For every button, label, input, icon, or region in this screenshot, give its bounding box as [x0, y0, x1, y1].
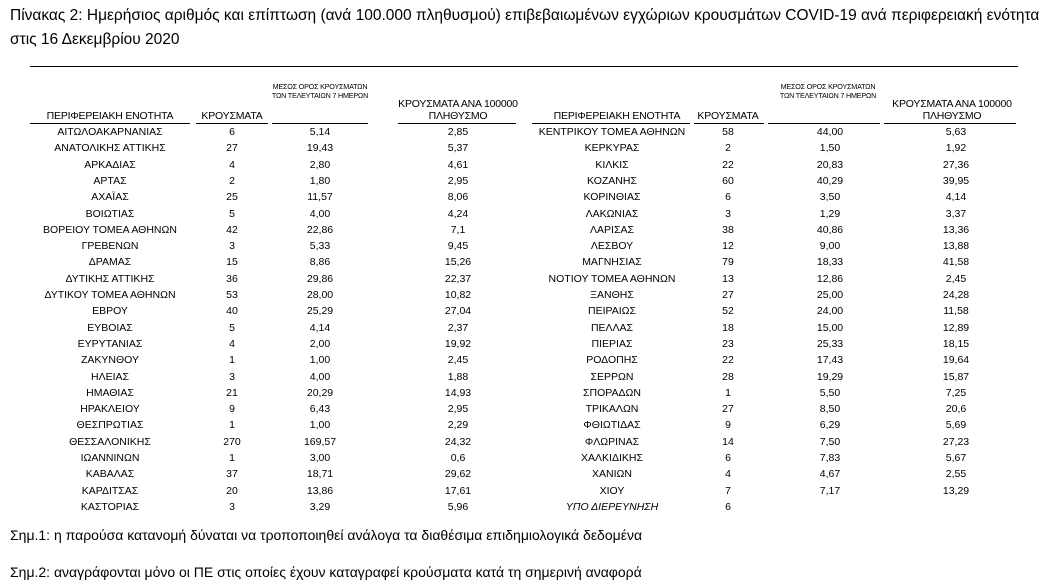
right-cell-cases: 22: [722, 354, 734, 367]
right-cell-cases: 4: [725, 468, 731, 481]
right-cell-region: ΤΡΙΚΑΛΩΝ: [585, 403, 639, 416]
right-cell-avg: 1,50: [819, 142, 841, 155]
left-cell-region: ΓΡΕΒΕΝΩΝ: [81, 240, 139, 253]
right-cell-region: ΦΛΩΡΙΝΑΣ: [584, 435, 640, 448]
header-region-left: ΠΕΡΙΦΕΡΕΙΑΚΗ ΕΝΟΤΗΤΑ: [46, 110, 174, 122]
left-cell-per100k: 8,06: [447, 191, 469, 204]
left-cell-per100k: 5,96: [447, 500, 469, 513]
left-cell-avg: 1,80: [309, 174, 331, 187]
left-cell-avg: 19,43: [306, 142, 334, 155]
left-cell-avg: 22,86: [306, 223, 334, 236]
left-cell-avg: 28,00: [306, 289, 334, 301]
left-cell-per100k: 2,37: [447, 321, 469, 334]
left-cell-cases: 25: [226, 191, 238, 204]
left-cell-cases: 1: [229, 452, 235, 464]
left-cell-avg: 25,29: [306, 305, 334, 318]
right-cell-per100k: 12,89: [942, 321, 970, 334]
left-cell-per100k: 17,61: [444, 484, 472, 497]
right-cell-region: ΝΟΤΙΟΥ ΤΟΜΕΑ ΑΘΗΝΩΝ: [548, 272, 676, 285]
left-cell-avg: 1,00: [309, 354, 331, 367]
right-cell-region: ΚΕΝΤΡΙΚΟΥ ΤΟΜΕΑ ΑΘΗΝΩΝ: [538, 126, 686, 138]
right-cell-cases: 52: [722, 305, 734, 318]
table-row: [0, 287, 1045, 303]
right-cell-per100k: 5,63: [945, 126, 967, 138]
right-cell-per100k: 27,23: [942, 435, 970, 448]
left-cell-avg: 2,80: [309, 158, 331, 171]
left-cell-cases: 2: [229, 174, 235, 187]
left-cell-per100k: 10,82: [444, 289, 472, 301]
right-cell-region: ΦΘΙΩΤΙΔΑΣ: [583, 419, 641, 432]
right-cell-per100k: 27,36: [942, 158, 970, 171]
left-cell-region: ΑΝΑΤΟΛΙΚΗΣ ΑΤΤΙΚΗΣ: [54, 142, 166, 155]
left-cell-avg: 13,86: [306, 484, 334, 497]
right-cell-avg: 4,67: [819, 468, 841, 481]
table-row: [0, 173, 1045, 189]
right-cell-per100k: 20,6: [945, 403, 967, 416]
right-cell-avg: 20,83: [816, 158, 844, 171]
right-cell-per100k: 15,87: [942, 370, 970, 383]
right-cell-avg: 25,33: [816, 337, 844, 350]
right-cell-avg: 5,50: [819, 386, 841, 399]
right-cell-avg: 44,00: [816, 126, 844, 138]
left-cell-per100k: 19,92: [444, 337, 472, 350]
left-cell-cases: 4: [229, 337, 235, 350]
table-row: [0, 157, 1045, 173]
right-cell-per100k: 39,95: [942, 174, 970, 187]
left-cell-per100k: 2,45: [447, 354, 469, 367]
left-cell-per100k: 22,37: [444, 272, 472, 285]
right-cell-avg: 25,00: [816, 289, 844, 301]
left-cell-cases: 3: [229, 240, 235, 253]
right-cell-per100k: 5,67: [945, 452, 967, 464]
table-row: [0, 189, 1045, 205]
left-cell-per100k: 7,1: [450, 223, 466, 236]
right-cell-per100k: 2,55: [945, 468, 967, 481]
left-cell-avg: 4,00: [309, 370, 331, 383]
right-cell-region: ΞΑΝΘΗΣ: [590, 289, 634, 301]
right-cell-avg: 8,50: [819, 403, 841, 416]
right-cell-per100k: 13,36: [942, 223, 970, 236]
left-cell-avg: 1,00: [309, 419, 331, 432]
right-cell-cases: 7: [725, 484, 731, 497]
left-cell-per100k: 14,93: [444, 386, 472, 399]
left-cell-cases: 270: [223, 435, 241, 448]
table-row: [0, 369, 1045, 385]
left-cell-avg: 18,71: [306, 468, 334, 481]
header-per100k-right: ΚΡΟΥΣΜΑΤΑ ΑΝΑ 100000 ΠΛΗΘΥΣΜΟ: [892, 98, 1012, 122]
left-cell-cases: 5: [229, 207, 235, 220]
right-cell-region: ΡΟΔΟΠΗΣ: [586, 354, 638, 367]
right-cell-cases: 58: [722, 126, 734, 138]
header-avg-left: ΜΕΣΟΣ ΟΡΟΣ ΚΡΟΥΣΜΑΤΩΝ ΤΩΝ ΤΕΛΕΥΤΑΙΩΝ 7 ΗΜΕΡΩΝ: [271, 82, 369, 100]
left-cell-region: ΗΜΑΘΙΑΣ: [86, 386, 134, 399]
left-cell-region: ΕΒΡΟΥ: [92, 305, 128, 318]
left-cell-region: ΔΡΑΜΑΣ: [88, 256, 132, 269]
left-cell-cases: 3: [229, 370, 235, 383]
right-cell-cases: 12: [722, 240, 734, 253]
left-cell-region: ΙΩΑΝΝΙΝΩΝ: [80, 452, 140, 464]
left-cell-region: ΘΕΣΠΡΩΤΙΑΣ: [76, 419, 144, 432]
left-cell-cases: 9: [229, 403, 235, 416]
table-row: [0, 303, 1045, 319]
table-row: [0, 336, 1045, 352]
left-cell-per100k: 2,29: [447, 419, 469, 432]
table-row: [0, 271, 1045, 287]
top-rule: [30, 66, 1018, 67]
right-cell-avg: 9,00: [819, 240, 841, 253]
left-cell-cases: 1: [229, 354, 235, 367]
right-cell-cases: 14: [722, 435, 734, 448]
table-row: [0, 222, 1045, 238]
left-cell-cases: 1: [229, 419, 235, 432]
right-cell-cases: 9: [725, 419, 731, 432]
note-2: Σημ.2: αναγράφονται μόνο οι ΠΕ στις οποίες έχουν καταγραφεί κρούσματα κατά τη σημερινή αναφορά: [10, 564, 642, 580]
right-cell-cases: 3: [725, 207, 731, 220]
left-cell-avg: 3,00: [309, 452, 331, 464]
right-cell-cases: 6: [725, 500, 731, 513]
right-cell-avg: 3,50: [819, 191, 841, 204]
right-cell-cases: 28: [722, 370, 734, 383]
left-cell-cases: 6: [229, 126, 235, 138]
right-cell-region: ΧΑΝΙΩΝ: [592, 468, 632, 481]
left-cell-cases: 27: [226, 142, 238, 155]
right-cell-avg: 6,29: [819, 419, 841, 432]
left-cell-region: ΕΥΡΥΤΑΝΙΑΣ: [77, 337, 143, 350]
right-cell-avg: 18,33: [816, 256, 844, 269]
right-cell-region: ΣΠΟΡΑΔΩΝ: [583, 386, 641, 399]
left-cell-avg: 8,86: [309, 256, 331, 269]
left-cell-avg: 4,00: [309, 207, 331, 220]
left-cell-region: ΒΟΙΩΤΙΑΣ: [85, 207, 135, 220]
right-cell-avg: 40,29: [816, 174, 844, 187]
left-cell-per100k: 5,37: [447, 142, 469, 155]
left-cell-per100k: 9,45: [447, 240, 469, 253]
left-cell-region: ΘΕΣΣΑΛΟΝΙΚΗΣ: [69, 435, 151, 448]
table-row: [0, 254, 1045, 270]
left-cell-cases: 42: [226, 223, 238, 236]
right-cell-cases: 27: [722, 289, 734, 301]
table-row: [0, 320, 1045, 336]
left-cell-per100k: 4,24: [447, 207, 469, 220]
left-cell-region: ΔΥΤΙΚΟΥ ΤΟΜΕΑ ΑΘΗΝΩΝ: [44, 289, 176, 301]
left-cell-avg: 5,33: [309, 240, 331, 253]
left-cell-avg: 20,29: [306, 386, 334, 399]
left-cell-region: ΒΟΡΕΙΟΥ ΤΟΜΕΑ ΑΘΗΝΩΝ: [43, 223, 177, 236]
right-cell-avg: 24,00: [816, 305, 844, 318]
right-cell-avg: 17,43: [816, 354, 844, 367]
right-cell-avg: 7,17: [819, 484, 841, 497]
right-cell-avg: 12,86: [816, 272, 844, 285]
left-cell-region: ΗΡΑΚΛΕΙΟΥ: [80, 403, 140, 416]
right-cell-cases: 6: [725, 191, 731, 204]
left-cell-avg: 11,57: [307, 191, 333, 204]
table-row: [0, 417, 1045, 433]
left-cell-per100k: 27,04: [444, 305, 472, 318]
header-region-right: ΠΕΡΙΦΕΡΕΙΑΚΗ ΕΝΟΤΗΤΑ: [553, 110, 681, 122]
table-row: [0, 499, 1045, 515]
right-cell-cases: 60: [722, 174, 734, 187]
right-cell-region: ΠΕΙΡΑΙΩΣ: [588, 305, 636, 318]
left-cell-cases: 37: [226, 468, 238, 481]
left-cell-region: ΑΡΤΑΣ: [93, 174, 127, 187]
right-cell-per100k: 19,64: [942, 354, 970, 367]
left-cell-region: ΑΧΑΪΑΣ: [91, 191, 129, 204]
table-row: [0, 352, 1045, 368]
right-cell-per100k: 2,45: [945, 272, 967, 285]
left-cell-avg: 6,43: [309, 403, 331, 416]
right-cell-avg: 7,50: [819, 435, 841, 448]
left-cell-region: ΑΙΤΩΛΟΑΚΑΡΝΑΝΙΑΣ: [57, 126, 163, 138]
table-row: [0, 401, 1045, 417]
left-cell-avg: 5,14: [309, 126, 331, 138]
right-cell-region: ΧΑΛΚΙΔΙΚΗΣ: [581, 452, 643, 464]
right-cell-per100k: 7,25: [945, 386, 967, 399]
right-cell-cases: 13: [722, 272, 734, 285]
right-cell-cases: 27: [722, 403, 734, 416]
right-cell-region: ΛΑΚΩΝΙΑΣ: [585, 207, 639, 220]
left-cell-region: ΚΑΒΑΛΑΣ: [85, 468, 135, 481]
left-cell-region: ΗΛΕΙΑΣ: [90, 370, 129, 383]
right-cell-per100k: 1,92: [945, 142, 967, 155]
right-cell-region: ΛΕΣΒΟΥ: [590, 240, 634, 253]
table-row: [0, 206, 1045, 222]
left-cell-cases: 36: [226, 272, 238, 285]
left-cell-region: ΑΡΚΑΔΙΑΣ: [84, 158, 136, 171]
right-cell-region: ΠΕΛΛΑΣ: [590, 321, 634, 334]
right-cell-cases: 23: [722, 337, 734, 350]
table-row: [0, 238, 1045, 254]
left-cell-avg: 4,14: [309, 321, 331, 334]
right-cell-per100k: 41,58: [942, 256, 970, 269]
right-cell-cases: 22: [722, 158, 734, 171]
left-cell-region: ΚΑΣΤΟΡΙΑΣ: [80, 500, 140, 513]
left-cell-per100k: 29,62: [444, 468, 472, 481]
right-cell-cases: 1: [725, 386, 731, 399]
right-cell-region: ΠΙΕΡΙΑΣ: [591, 337, 633, 350]
right-cell-per100k: 4,14: [945, 191, 967, 204]
table-row: [0, 124, 1045, 140]
header-cases-left: ΚΡΟΥΣΜΑΤΑ: [201, 110, 263, 122]
right-cell-per100k: 13,88: [942, 240, 970, 253]
table-row: [0, 385, 1045, 401]
left-cell-region: ΔΥΤΙΚΗΣ ΑΤΤΙΚΗΣ: [65, 272, 155, 285]
left-cell-cases: 3: [229, 500, 235, 513]
right-cell-region: ΛΑΡΙΣΑΣ: [590, 223, 634, 236]
right-cell-region: ΥΠΟ ΔΙΕΡΕΥΝΗΣΗ: [565, 500, 659, 513]
left-cell-region: ΖΑΚΥΝΘΟΥ: [80, 354, 139, 367]
right-cell-cases: 18: [722, 321, 734, 334]
right-cell-per100k: 13,29: [942, 484, 970, 497]
left-cell-avg: 169,57: [303, 435, 337, 448]
right-cell-region: ΜΑΓΝΗΣΙΑΣ: [582, 256, 642, 269]
left-cell-per100k: 2,85: [447, 126, 469, 138]
left-cell-per100k: 2,95: [447, 403, 469, 416]
right-cell-region: ΚΕΡΚΥΡΑΣ: [584, 142, 640, 155]
table-row: [0, 450, 1045, 466]
right-cell-region: ΚΟΖΑΝΗΣ: [587, 174, 637, 187]
note-1: Σημ.1: η παρούσα κατανομή δύναται να τροποποιηθεί ανάλογα τα διαθέσιμα επιδημιολογικά δεδομένα: [10, 527, 643, 543]
table-row: [0, 483, 1045, 499]
left-cell-cases: 21: [226, 386, 238, 399]
right-cell-region: ΣΕΡΡΩΝ: [590, 370, 634, 383]
right-cell-per100k: 3,37: [945, 207, 967, 220]
right-cell-region: ΧΙΟΥ: [599, 484, 625, 497]
right-cell-per100k: 11,58: [943, 305, 969, 318]
table-row: [0, 140, 1045, 156]
right-cell-avg: 40,86: [816, 223, 844, 236]
left-cell-cases: 53: [226, 289, 238, 301]
left-cell-avg: 3,29: [309, 500, 331, 513]
right-cell-region: ΚΙΛΚΙΣ: [595, 158, 629, 171]
right-cell-cases: 6: [725, 452, 731, 464]
left-cell-cases: 15: [226, 256, 238, 269]
header-avg-right: ΜΕΣΟΣ ΟΡΟΣ ΚΡΟΥΣΜΑΤΩΝ ΤΩΝ ΤΕΛΕΥΤΑΙΩΝ 7 ΗΜΕΡΩΝ: [779, 82, 877, 100]
right-cell-per100k: 5,69: [945, 419, 967, 432]
table-row: [0, 434, 1045, 450]
header-per100k-left: ΚΡΟΥΣΜΑΤΑ ΑΝΑ 100000 ΠΛΗΘΥΣΜΟ: [398, 98, 518, 122]
right-cell-avg: 15,00: [816, 321, 844, 334]
left-cell-per100k: 1,88: [447, 370, 469, 383]
right-cell-avg: 7,83: [819, 452, 841, 464]
left-cell-per100k: 15,26: [444, 256, 472, 269]
left-cell-per100k: 0,6: [450, 452, 466, 464]
right-cell-cases: 38: [722, 223, 734, 236]
header-cases-right: ΚΡΟΥΣΜΑΤΑ: [697, 110, 759, 122]
right-cell-per100k: 18,15: [942, 337, 970, 350]
right-cell-cases: 2: [725, 142, 731, 155]
left-cell-cases: 5: [229, 321, 235, 334]
left-cell-avg: 2,00: [309, 337, 331, 350]
left-cell-region: ΚΑΡΔΙΤΣΑΣ: [81, 484, 139, 497]
left-cell-per100k: 24,32: [444, 435, 472, 448]
right-cell-avg: 19,29: [816, 370, 844, 383]
left-cell-per100k: 4,61: [447, 158, 469, 171]
table-caption: Πίνακας 2: Ημερήσιος αριθμός και επίπτωση (ανά 100.000 πληθυσμού) επιβεβαιωμένων εγχώριων κρουσμάτων COVID-19 ανά περιφερειακή ενότητα στις 16 Δεκεμβρίου 2020: [10, 7, 1040, 48]
left-cell-per100k: 2,95: [447, 174, 469, 187]
right-cell-per100k: 24,28: [942, 289, 970, 301]
left-cell-cases: 20: [226, 484, 238, 497]
left-cell-avg: 29,86: [306, 272, 334, 285]
right-cell-avg: 1,29: [819, 207, 841, 220]
left-cell-region: ΕΥΒΟΙΑΣ: [87, 321, 133, 334]
table-row: [0, 466, 1045, 482]
left-cell-cases: 40: [226, 305, 238, 318]
right-cell-cases: 79: [722, 256, 734, 269]
right-cell-region: ΚΟΡΙΝΘΙΑΣ: [583, 191, 641, 204]
left-cell-cases: 4: [229, 158, 235, 171]
